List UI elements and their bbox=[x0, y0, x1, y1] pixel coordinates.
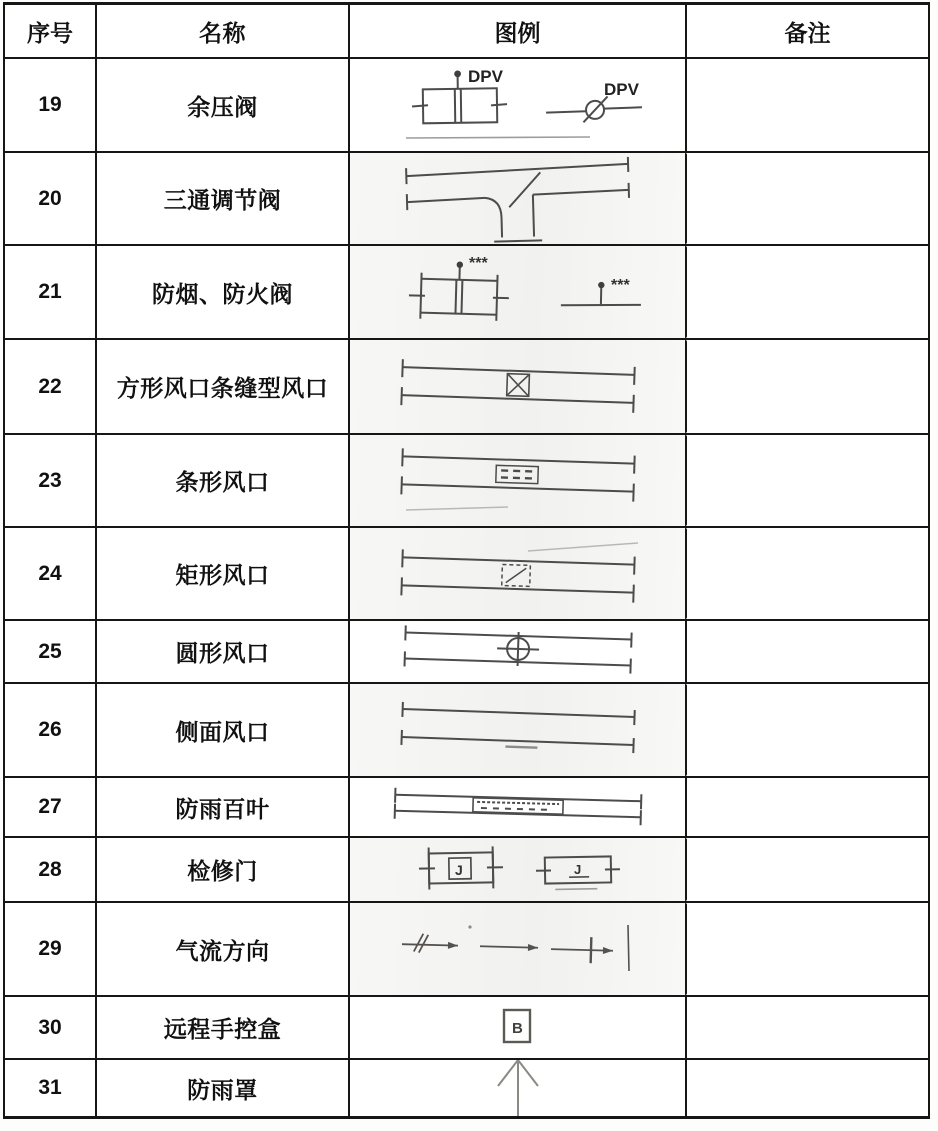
strip-air-outlet-icon bbox=[388, 446, 648, 516]
row-remark bbox=[687, 59, 928, 151]
row-number: 26 bbox=[5, 684, 97, 776]
remote-hand-control-box-icon bbox=[488, 1004, 548, 1052]
row-number: 24 bbox=[5, 528, 97, 619]
round-air-outlet-icon bbox=[393, 624, 643, 680]
row-number: 20 bbox=[5, 153, 97, 244]
legend-table bbox=[3, 2, 930, 1119]
table-row bbox=[5, 244, 928, 338]
table-row bbox=[5, 776, 928, 836]
damper-code-label: *** bbox=[610, 277, 630, 294]
row-name: 圆形风口 bbox=[97, 621, 350, 682]
row-number: 19 bbox=[5, 59, 97, 151]
rain-cap-icon bbox=[478, 1060, 558, 1116]
access-door-icon bbox=[393, 841, 643, 899]
row-remark bbox=[687, 246, 928, 338]
row-remark bbox=[687, 621, 928, 682]
damper-code-label: *** bbox=[468, 255, 488, 272]
header-name: 名称 bbox=[97, 5, 350, 57]
row-name: 防雨百叶 bbox=[97, 778, 350, 836]
airflow-direction-arrows-icon bbox=[388, 919, 648, 979]
row-remark bbox=[687, 153, 928, 244]
rectangular-air-outlet-icon bbox=[388, 539, 648, 609]
row-remark bbox=[687, 1060, 928, 1116]
row-number: 31 bbox=[5, 1060, 97, 1116]
smoke-fire-damper-icon bbox=[373, 250, 663, 334]
table-row bbox=[5, 526, 928, 619]
table-row bbox=[5, 1058, 928, 1116]
table-row bbox=[5, 619, 928, 682]
table-row bbox=[5, 57, 928, 151]
row-number: 29 bbox=[5, 903, 97, 995]
dpv-label: DPV bbox=[603, 80, 639, 99]
table-row bbox=[5, 682, 928, 776]
row-remark bbox=[687, 528, 928, 619]
row-number: 25 bbox=[5, 621, 97, 682]
dpv-label: DPV bbox=[467, 67, 503, 86]
row-name: 余压阀 bbox=[97, 59, 350, 151]
table-row bbox=[5, 338, 928, 433]
row-number: 21 bbox=[5, 246, 97, 338]
header-legend: 图例 bbox=[350, 5, 687, 57]
header-remark: 备注 bbox=[784, 19, 831, 46]
table-row bbox=[5, 901, 928, 995]
row-remark bbox=[687, 435, 928, 526]
row-name: 防烟、防火阀 bbox=[97, 246, 350, 338]
side-air-outlet-icon bbox=[388, 697, 648, 763]
row-number: 22 bbox=[5, 340, 97, 433]
three-way-regulating-valve-icon bbox=[393, 155, 643, 243]
square-slot-air-outlet-icon bbox=[388, 355, 648, 419]
row-name: 远程手控盒 bbox=[97, 997, 350, 1058]
row-name: 三通调节阀 bbox=[97, 153, 350, 244]
row-name: 气流方向 bbox=[97, 903, 350, 995]
table-row bbox=[5, 151, 928, 244]
row-name: 条形风口 bbox=[97, 435, 350, 526]
table-header-row bbox=[5, 5, 928, 57]
box-letter-label: B bbox=[511, 1019, 523, 1037]
header-no: 序号 bbox=[5, 5, 97, 57]
row-remark bbox=[687, 838, 928, 901]
row-remark bbox=[687, 684, 928, 776]
row-remark bbox=[687, 340, 928, 433]
row-name: 检修门 bbox=[97, 838, 350, 901]
row-name: 防雨罩 bbox=[97, 1060, 350, 1116]
row-remark bbox=[687, 997, 928, 1058]
door-letter-label: J bbox=[454, 861, 463, 878]
row-number: 23 bbox=[5, 435, 97, 526]
door-letter-label: J bbox=[573, 861, 581, 877]
rainproof-louver-icon bbox=[383, 784, 653, 830]
row-number: 30 bbox=[5, 997, 97, 1058]
row-name: 方形风口条缝型风口 bbox=[97, 340, 350, 433]
row-name: 矩形风口 bbox=[97, 528, 350, 619]
row-remark bbox=[687, 903, 928, 995]
table-row bbox=[5, 433, 928, 526]
residual-pressure-valve-icon bbox=[378, 64, 658, 146]
row-name: 侧面风口 bbox=[97, 684, 350, 776]
table-row bbox=[5, 995, 928, 1058]
row-number: 27 bbox=[5, 778, 97, 836]
row-number: 28 bbox=[5, 838, 97, 901]
row-remark bbox=[687, 778, 928, 836]
table-row bbox=[5, 836, 928, 901]
